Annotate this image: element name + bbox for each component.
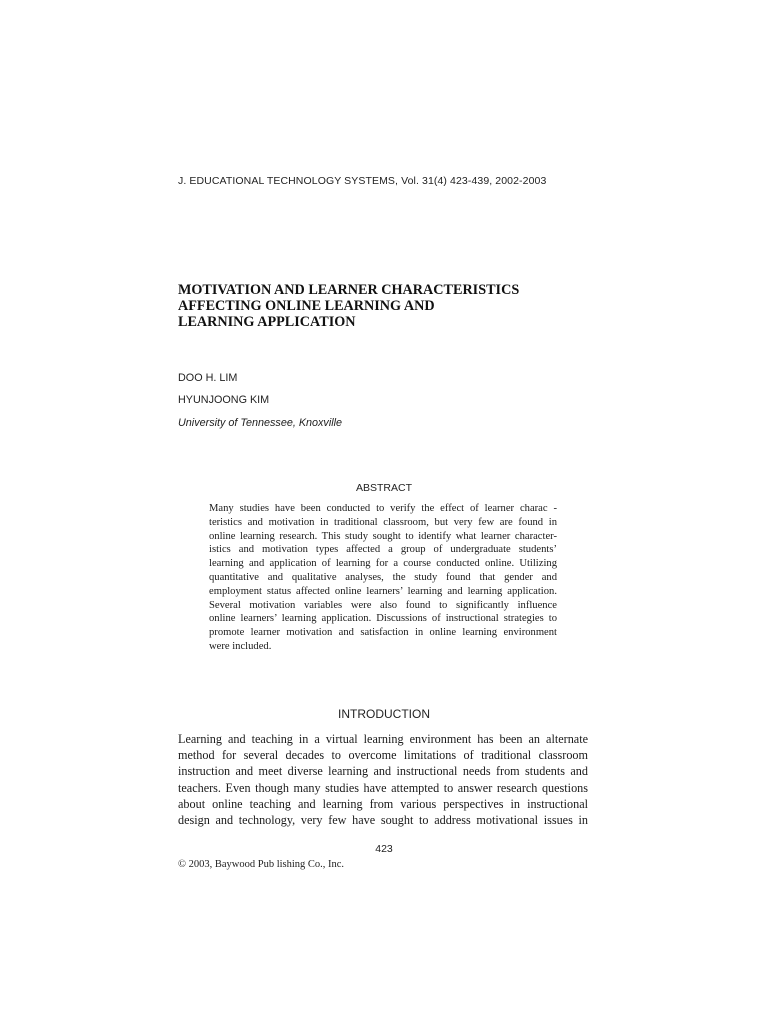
title-line: MOTIVATION AND LEARNER CHARACTERISTICS: [178, 282, 520, 298]
author-name: HYUNJOONG KIM: [178, 394, 270, 406]
abstract-heading-text: ABSTRACT: [355, 482, 412, 494]
abstract-line: learning and application of learning for a course conducted online. Utilizing: [209, 558, 557, 570]
abstract-line: were included.: [209, 640, 272, 652]
abstract-body: [209, 502, 557, 654]
abstract-line: teristics and motivation in traditional classroom, but very few are found in: [209, 516, 557, 528]
introduction-line: teachers. Even though many studies have attempted to answer research questions: [178, 780, 588, 795]
abstract-heading: [0, 482, 768, 494]
introduction-heading: INTRODUCTION: [338, 707, 430, 721]
abstract-line: Several motivation variables were also found to significantly influence: [209, 599, 557, 611]
page-number: 423: [375, 843, 393, 855]
author-name: DOO H. LIM: [178, 372, 238, 384]
abstract-line: online learning research. This study sought to identify what learner character-: [209, 530, 557, 542]
title-line: LEARNING APPLICATION: [178, 314, 356, 330]
introduction-line: design and technology, very few have sought to address motivational issues in: [178, 813, 588, 828]
abstract-line: istics and motivation types affected a group of undergraduate students’: [209, 544, 557, 556]
title-line: AFFECTING ONLINE LEARNING AND: [178, 298, 435, 314]
introduction-line: instruction and meet diverse learning and instructional needs from students and: [178, 764, 588, 779]
abstract-line: promote learner motivation and satisfaction in online learning environment: [209, 627, 557, 639]
introduction-line: method for several decades to overcome limitations of traditional classroom: [178, 748, 588, 763]
journal-header: J. EDUCATIONAL TECHNOLOGY SYSTEMS, Vol. 31(4) 423-439, 2002-2003: [178, 175, 547, 187]
abstract-line: Many studies have been conducted to verify the effect of learner charac -: [209, 503, 557, 514]
article-title: [178, 282, 519, 330]
introduction-line: about online teaching and learning from various perspectives in instructional: [178, 796, 588, 811]
introduction-line: Learning and teaching in a virtual learning environment has been an alternate: [178, 732, 588, 746]
copyright-notice: © 2003, Baywood Pub lishing Co., Inc.: [178, 859, 345, 870]
author-affiliation: University of Tennessee, Knoxville: [178, 417, 343, 429]
abstract-line: quantitative and qualitative analyses, the study found that gender and: [209, 571, 557, 583]
abstract-line: employment status affected online learners’ learning and learning application.: [209, 585, 557, 597]
introduction-body: [178, 731, 588, 828]
abstract-line: online learners’ learning application. Discussions of instructional strategies to: [209, 613, 557, 625]
